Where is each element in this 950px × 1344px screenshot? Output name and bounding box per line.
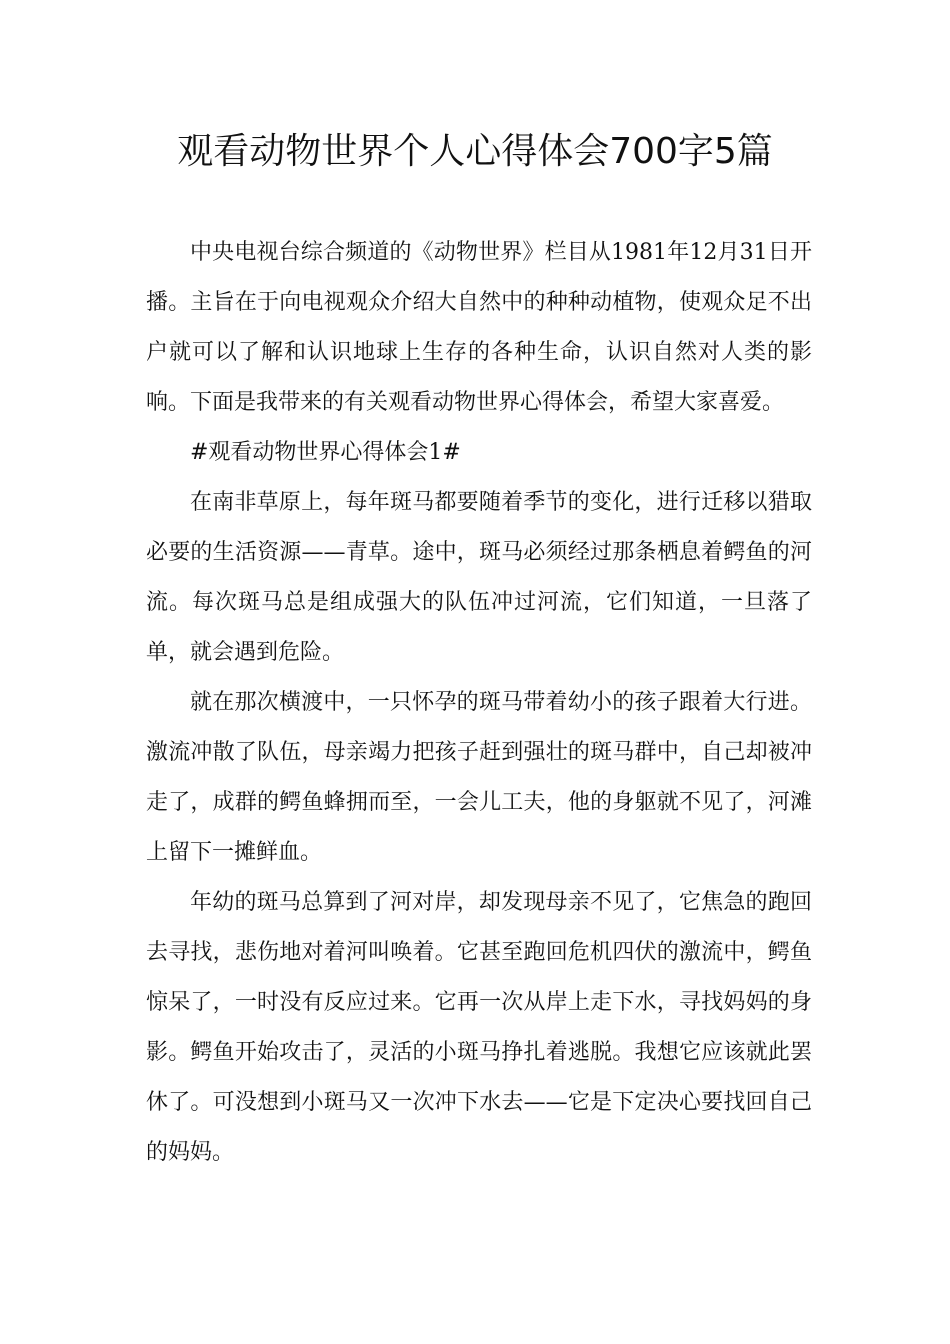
document-title: 观看动物世界个人心得体会700字5篇 <box>177 131 773 172</box>
body-paragraph: 就在那次横渡中，一只怀孕的斑马带着幼小的孩子跟着大行进。激流冲散了队伍，母亲竭力把孩子赶到强壮的斑马群中，自己却被冲走了，成群的鳄鱼蜂拥而至，一会儿工夫，他的身躯就不见了，河滩上留下一摊鲜血。 <box>146 690 812 865</box>
body-paragraph: 年幼的斑马总算到了河对岸，却发现母亲不见了，它焦急的跑回去寻找，悲伤地对着河叫唤着。它甚至跑回危机四伏的激流中，鳄鱼惊呆了，一时没有反应过来。它再一次从岸上走下水，寻找妈妈的身影。鳄鱼开始攻击了，灵活的小斑马挣扎着逃脱。我想它应该就此罢休了。可没想到小斑马又一次冲下水去——它是下定决心要找回自己的妈妈。 <box>146 890 812 1165</box>
document-body <box>146 228 812 1178</box>
section-heading: #观看动物世界心得体会1# <box>190 440 461 465</box>
intro-paragraph: 中央电视台综合频道的《动物世界》栏目从1981年12月31日开播。主旨在于向电视观众介绍大自然中的种种动植物，使观众足不出户就可以了解和认识地球上生存的各种生命，认识自然对人类的影响。下面是我带来的有关观看动物世界心得体会，希望大家喜爱。 <box>146 240 812 415</box>
body-paragraph: 在南非草原上，每年斑马都要随着季节的变化，进行迁移以猎取必要的生活资源——青草。途中，斑马必须经过那条栖息着鳄鱼的河流。每次斑马总是组成强大的队伍冲过河流，它们知道，一旦落了单，就会遇到危险。 <box>146 490 812 665</box>
